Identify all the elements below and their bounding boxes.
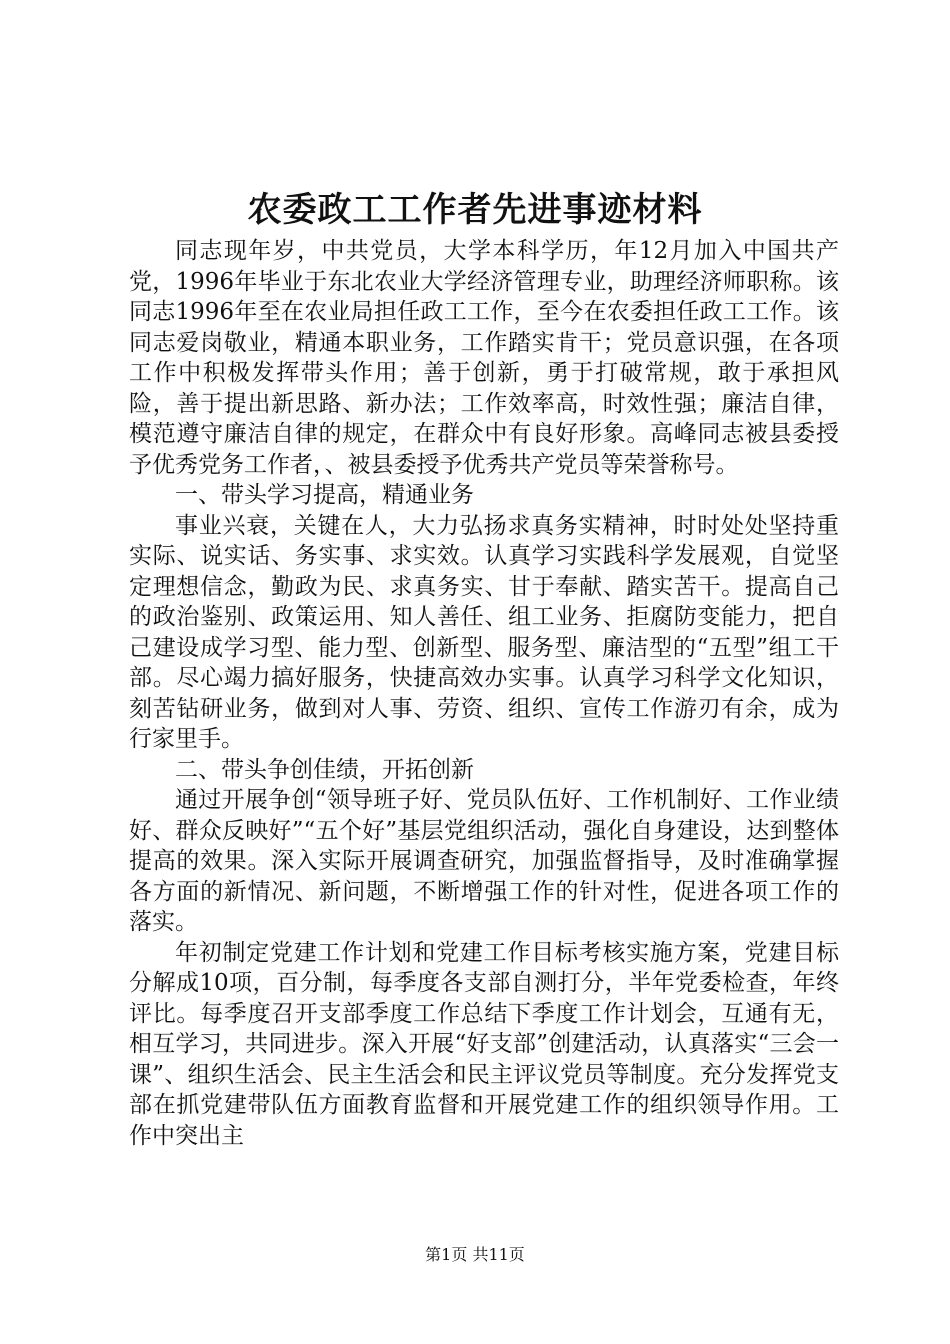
section-heading-1: 一、带头学习提高，精通业务 — [175, 482, 474, 508]
section-1-paragraph: 事业兴衰，关键在人，大力弘扬求真务实精神，时时处处坚持重实际、说实话、务实事、求实效。认真学习实践科学发展观，自觉坚定理想信念，勤政为民、求真务实、甘于奉献、踏实苦干。提高自己的政治鉴别、政策运用、知人善任、组工业务、拒腐防变能力，把自己建设成学习型、能力型、创新型、服务型、廉洁型的“五型”组工干部。尽心竭力搞好服务，快捷高效办实事。认真学习科学文化知识，刻苦钻研业务，做到对人事、劳资、组织、宣传工作游刃有余，成为行家里手。 — [129, 512, 839, 752]
intro-paragraph: 同志现年岁，中共党员，大学本科学历，年12月加入中国共产党，1996年毕业于东北农业大学经济管理专业，助理经济师职称。该同志1996年至在农业局担任政工工作，至今在农委担任政工工作。该同志爱岗敬业，精通本职业务，工作踏实肯干；党员意识强，在各项工作中积极发挥带头作用；善于创新，勇于打破常规，敢于承担风险，善于提出新思路、新办法；工作效率高，时效性强；廉洁自律，模范遵守廉洁自律的规定，在群众中有良好形象。高峰同志被县委授予优秀党务工作者，、被县委授予优秀共产党员等荣誉称号。 — [129, 238, 839, 478]
section-2-paragraph-1: 通过开展争创“领导班子好、党员队伍好、工作机制好、工作业绩好、群众反映好”“五个好”基层党组织活动，强化自身建设，达到整体提高的效果。深入实际开展调查研究，加强监督指导，及时准确掌握各方面的新情况、新问题，不断增强工作的针对性，促进各项工作的落实。 — [129, 787, 839, 935]
section-heading-2: 二、带头争创佳绩，开拓创新 — [175, 756, 474, 783]
page-number-footer: 第1页 共11页 — [425, 1245, 525, 1264]
document-title: 农委政工工作者先进事迹材料 — [247, 190, 703, 230]
document-body — [129, 236, 839, 1151]
section-2-paragraph-2: 年初制定党建工作计划和党建工作目标考核实施方案，党建目标分解成10项，百分制，每季度各支部自测打分，半年党委检查，年终评比。每季度召开支部季度工作总结下季度工作计划会，互通有无，相互学习，共同进步。深入开展“好支部”创建活动，认真落实“三会一课”、组织生活会、民主生活会和民主评议党员等制度。充分发挥党支部在抓党建带队伍方面教育监督和开展党建工作的组织领导作用。工作中突出主 — [129, 939, 839, 1149]
